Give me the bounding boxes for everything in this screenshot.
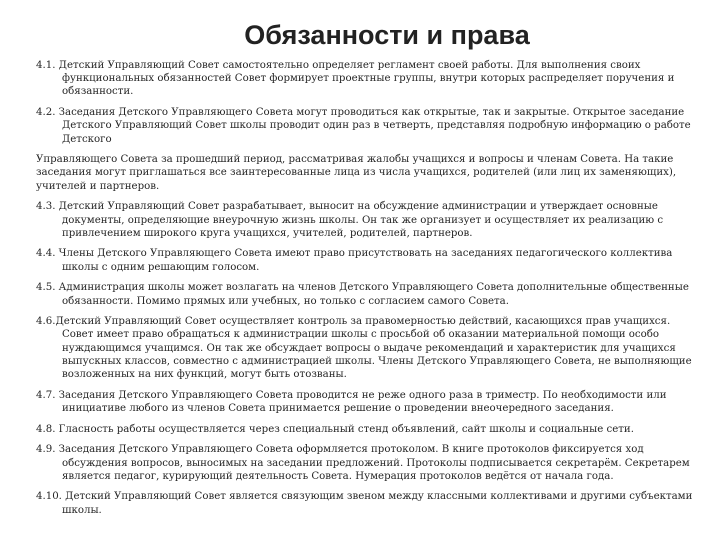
page-title: Обязанности и права [244, 20, 530, 50]
clause-4-4: 4.4. Члены Детского Управляющего Совета имеют право присутствовать на заседаниях педагогического коллектива школы с одним решающим голосом. [36, 248, 673, 273]
clause-4-5: 4.5. Администрация школы может возлагать на членов Детского Управляющего Совета дополнительные общественные обязанности. Помимо прямых или учебных, но только с согласием самого Совета. [36, 282, 689, 307]
clause-4-2-continued: Управляющего Совета за прошедший период, рассматривая жалобы учащихся и вопросы и членам Совета. На такие заседания могут приглашаться все заинтересованные лица из числа учащихся, родителей (или лиц их заменяющих), учителей и партнеров. [36, 154, 677, 192]
clause-4-10: 4.10. Детский Управляющий Совет является связующим звеном между классными коллективами и другими субъектами школы. [36, 491, 693, 516]
clause-4-7: 4.7. Заседания Детского Управляющего Совета проводится не реже одного раза в триместр. По необходимости или инициативе любого из членов Совета принимается решение о проведении внеочередного заседания. [36, 389, 667, 414]
clause-4-1: 4.1. Детский Управляющий Совет самостоятельно определяет регламент своей работы. Для выполнения своих функциональных обязанностей Совет формирует проектные группы, внутри которых распределяет поручения и обязанности. [36, 60, 675, 98]
clause-4-9: 4.9. Заседания Детского Управляющего Совета оформляется протоколом. В книге протоколов фиксируется ход обсуждения вопросов, выносимых на заседании предложений. Протоколы подписывается секретарём. Секретарем является педагог, курирующий деятельность Совета. Нумерация протоколов ведётся от начала года. [36, 444, 690, 482]
clause-4-8: 4.8. Гласность работы осуществляется через специальный стенд объявлений, сайт школы и социальные сети. [36, 423, 634, 435]
clause-4-2: 4.2. Заседания Детского Управляющего Совета могут проводиться как открытые, так и закрытые. Открытое заседание Детского Управляющий Совет школы проводит один раз в четверть, представляя подробную информацию о работе Детского [36, 107, 691, 145]
clause-4-3: 4.3. Детский Управляющий Совет разрабатывает, выносит на обсуждение администрации и утверждает основные документы, определяющие внеурочную жизнь школы. Он так же организует и осуществляет их реализацию с привлечением широкого круга учащихся, учителей, родителей, партнеров. [36, 201, 664, 239]
clause-4-6: 4.6.Детский Управляющий Совет осуществляет контроль за правомерностью действий, касающихся прав учащихся. Совет имеет право обращаться к администрации школы с просьбой об оказании материальной помощи особо нуждающимся учащимся. Он так же обсуждает вопросы о выдаче рекомендаций и характеристик для учащихся выпускных классов, совместно с администрацией школы. Члены Детского Управляющего Совета, не выполняющие возложенных на них функций, могут быть отозваны. [36, 316, 692, 381]
